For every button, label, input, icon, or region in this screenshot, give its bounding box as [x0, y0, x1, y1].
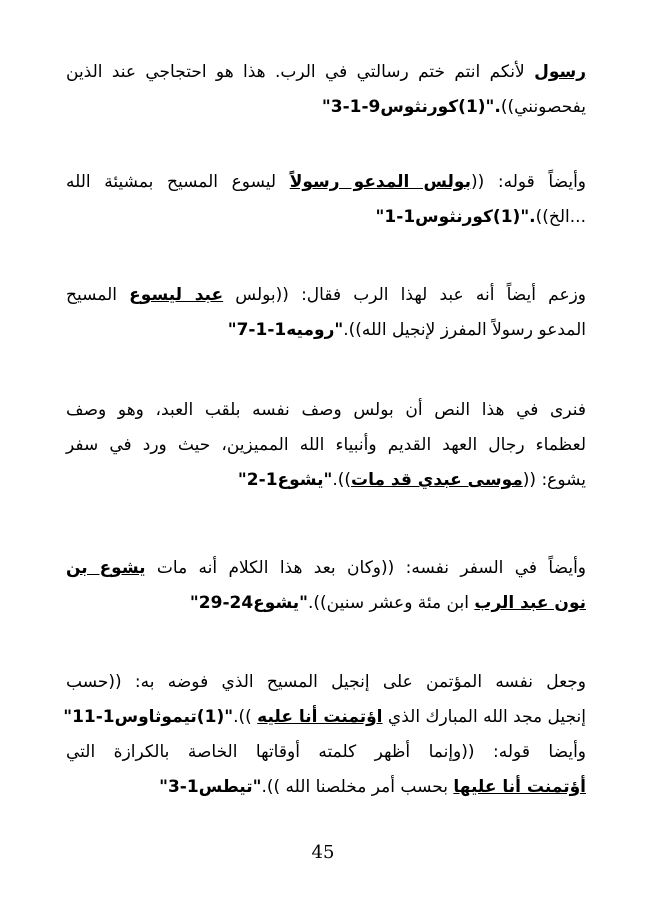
text-run: ليسوع المسيح بمشيئة الله [66, 172, 290, 192]
paragraph [63, 665, 586, 805]
text-run: وجعل نفسه المؤتمن على إنجيل المسيح الذي فوضه به: ((حسب [66, 672, 586, 692]
text-line [66, 665, 586, 700]
paragraph [66, 165, 586, 235]
text-line [66, 313, 586, 348]
emphasized-text: عبد ليسوع [129, 285, 224, 305]
emphasized-text: يشوع بن [66, 558, 146, 578]
text-line [66, 551, 586, 586]
text-run: يفحصونني)) [500, 97, 586, 117]
scripture-reference: ."(1)كورنثوس1-1" [375, 207, 536, 227]
text-line [66, 278, 586, 313]
paragraph [66, 393, 586, 498]
text-run: يشوع: (( [522, 470, 586, 490]
emphasized-text: بولس المدعو رسولاً [289, 172, 471, 192]
text-run: وأيضاً قوله: (( [470, 172, 587, 192]
text-run: إنجيل مجد الله المبارك الذي [382, 707, 586, 727]
scripture-reference: ."(1)كورنثوس9-1-3" [321, 97, 501, 117]
text-run: وأيضاً في السفر نفسه: ((وكان بعد هذا الكلام أنه مات [145, 558, 586, 578]
emphasized-text: موسى عبدي قد مات [351, 470, 523, 490]
text-line [66, 200, 586, 235]
scripture-reference: "روميه1-1-7" [227, 320, 344, 340]
text-line [66, 55, 586, 90]
text-run: وأيضا قوله: ((وإنما أظهر كلمته أوقاتها الخاصة بالكرازة التي [66, 742, 586, 762]
text-run: المسيح [66, 285, 130, 305]
text-run: لأنكم انتم ختم رسالتي في الرب. هذا هو احتجاجي عند الذين [66, 62, 535, 82]
scripture-reference: "تيطس1-3" [159, 777, 262, 797]
text-run: وزعم أيضاً أنه عبد لهذا الرب فقال: ((بولس [223, 285, 587, 305]
page-number: 45 [311, 842, 335, 863]
text-line [66, 735, 586, 770]
text-run: )). [233, 707, 258, 727]
emphasized-text: رسول [534, 62, 586, 82]
text-line [66, 586, 586, 621]
paragraph [66, 55, 586, 125]
text-run: بحسب أمر مخلصنا الله )). [261, 777, 454, 797]
emphasized-text: اؤتمنت أنا عليه [257, 707, 383, 727]
paragraph [66, 551, 586, 621]
text-run: المدعو رسولاً المفرز لإنجيل الله)). [343, 320, 586, 340]
text-run: )). [332, 470, 352, 490]
text-run: ...الخ)) [535, 207, 586, 227]
text-line [66, 165, 586, 200]
scripture-reference: "يشوع24-29" [189, 593, 308, 613]
text-line [66, 90, 586, 125]
scripture-reference: "يشوع1-2" [237, 470, 333, 490]
paragraph [66, 278, 586, 348]
emphasized-text: نون عبد الرب [474, 593, 586, 613]
text-line [66, 463, 586, 498]
text-run: فنرى في هذا النص أن بولس وصف نفسه بلقب العبد، وهو وصف [66, 400, 586, 420]
text-run: ابن مئة وعشر سنين)). [307, 593, 475, 613]
text-run: لعظماء رجال العهد القديم وأنبياء الله المميزين، حيث ورد في سفر [66, 435, 586, 455]
text-line [63, 700, 586, 735]
text-line [66, 770, 586, 805]
scripture-reference: "(1)تيموثاوس1-11" [63, 707, 234, 727]
text-line [66, 393, 586, 428]
text-line [66, 428, 586, 463]
emphasized-text: أؤتمنت أنا عليها [453, 777, 586, 797]
